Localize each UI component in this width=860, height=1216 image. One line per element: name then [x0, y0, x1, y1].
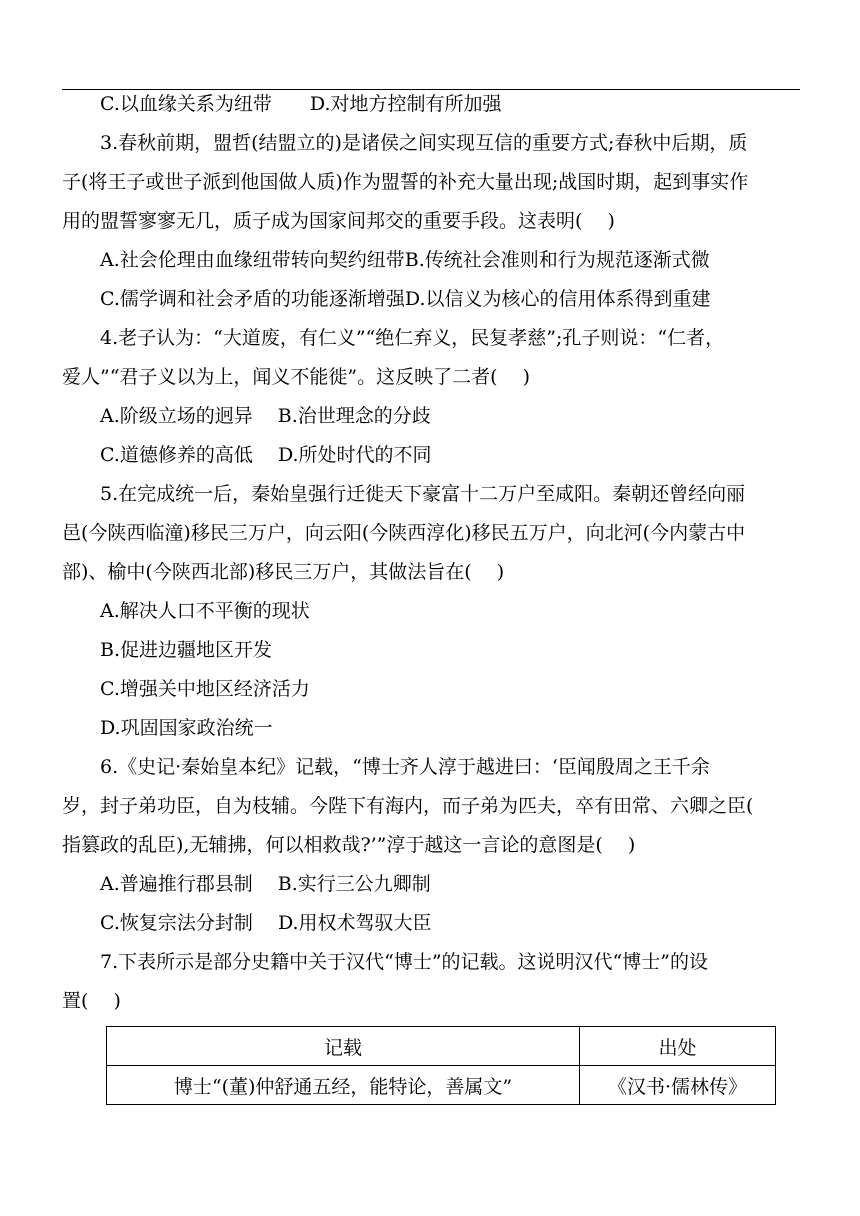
- question-4-text: 4.老子认为：“大道废，有仁义”“绝仁弃义，民复孝慈”;孔子则说：“仁者，: [100, 327, 725, 349]
- option-line: C.以血缘关系为纽带 D.对地方控制有所加强: [100, 93, 502, 115]
- question-4-text: 爱人”“君子义以为上，闻义不能徙”。这反映了二者( ): [62, 366, 531, 388]
- records-table: [106, 1026, 776, 1105]
- table-header-record: 记载: [107, 1027, 580, 1066]
- table-header-row: [107, 1027, 776, 1066]
- table-cell-source: 《汉书·儒林传》: [580, 1066, 776, 1105]
- table-row: [107, 1066, 776, 1105]
- option-line: C.道德修养的高低 D.所处时代的不同: [100, 444, 432, 466]
- option-line: A.阶级立场的迥异 B.治世理念的分歧: [100, 405, 431, 427]
- option-line: C.儒学调和社会矛盾的功能逐渐增强D.以信义为核心的信用体系得到重建: [100, 288, 711, 310]
- option-line: C.恢复宗法分封制 D.用权术驾驭大臣: [100, 912, 432, 934]
- question-6-text: 岁，封子弟功臣，自为枝辅。今陛下有海内，而子弟为匹夫，卒有田常、六卿之臣(: [62, 795, 754, 817]
- question-3-text: 用的盟誓寥寥无几，质子成为国家间邦交的重要手段。这表明( ): [62, 210, 615, 232]
- option-line: B.促进边疆地区开发: [100, 639, 273, 661]
- question-7-text: 置( ): [62, 990, 121, 1012]
- option-line: C.增强关中地区经济活力: [100, 678, 310, 700]
- question-5-text: 邑(今陕西临潼)移民三万户，向云阳(今陕西淳化)移民五万户，向北河(今内蒙古中: [62, 522, 746, 544]
- question-6-text: 指篡政的乱臣),无辅拂，何以相救哉?’”淳于越这一言论的意图是( ): [62, 834, 636, 856]
- question-7-text: 7.下表所示是部分史籍中关于汉代“博士”的记载。这说明汉代“博士”的设: [100, 951, 708, 973]
- question-5-text: 5.在完成统一后，秦始皇强行迁徙天下豪富十二万户至咸阳。秦朝还曾经向丽: [100, 483, 746, 505]
- table-header-source: 出处: [580, 1027, 776, 1066]
- option-line: A.普遍推行郡县制 B.实行三公九卿制: [100, 873, 431, 895]
- option-line: A.社会伦理由血缘纽带转向契约纽带B.传统社会准则和行为规范逐渐式微: [100, 249, 710, 271]
- question-5-text: 部)、榆中(今陕西北部)移民三万户，其做法旨在( ): [62, 561, 505, 583]
- question-3-text: 3.春秋前期，盟哲(结盟立的)是诸侯之间实现互信的重要方式;春秋中后期，质: [100, 132, 748, 154]
- question-6-text: 6.《史记·秦始皇本纪》记载，“博士齐人淳于越进曰：‘臣闻殷周之王千余: [100, 756, 710, 778]
- question-3-text: 子(将王子或世子派到他国做人质)作为盟誓的补充大量出现;战国时期，起到事实作: [62, 171, 749, 193]
- option-line: D.巩固国家政治统一: [100, 717, 273, 739]
- header-rule: [62, 89, 800, 90]
- option-line: A.解决人口不平衡的现状: [100, 600, 310, 622]
- table-cell-record: 博士“(董)仲舒通五经，能特论，善属文”: [107, 1066, 580, 1105]
